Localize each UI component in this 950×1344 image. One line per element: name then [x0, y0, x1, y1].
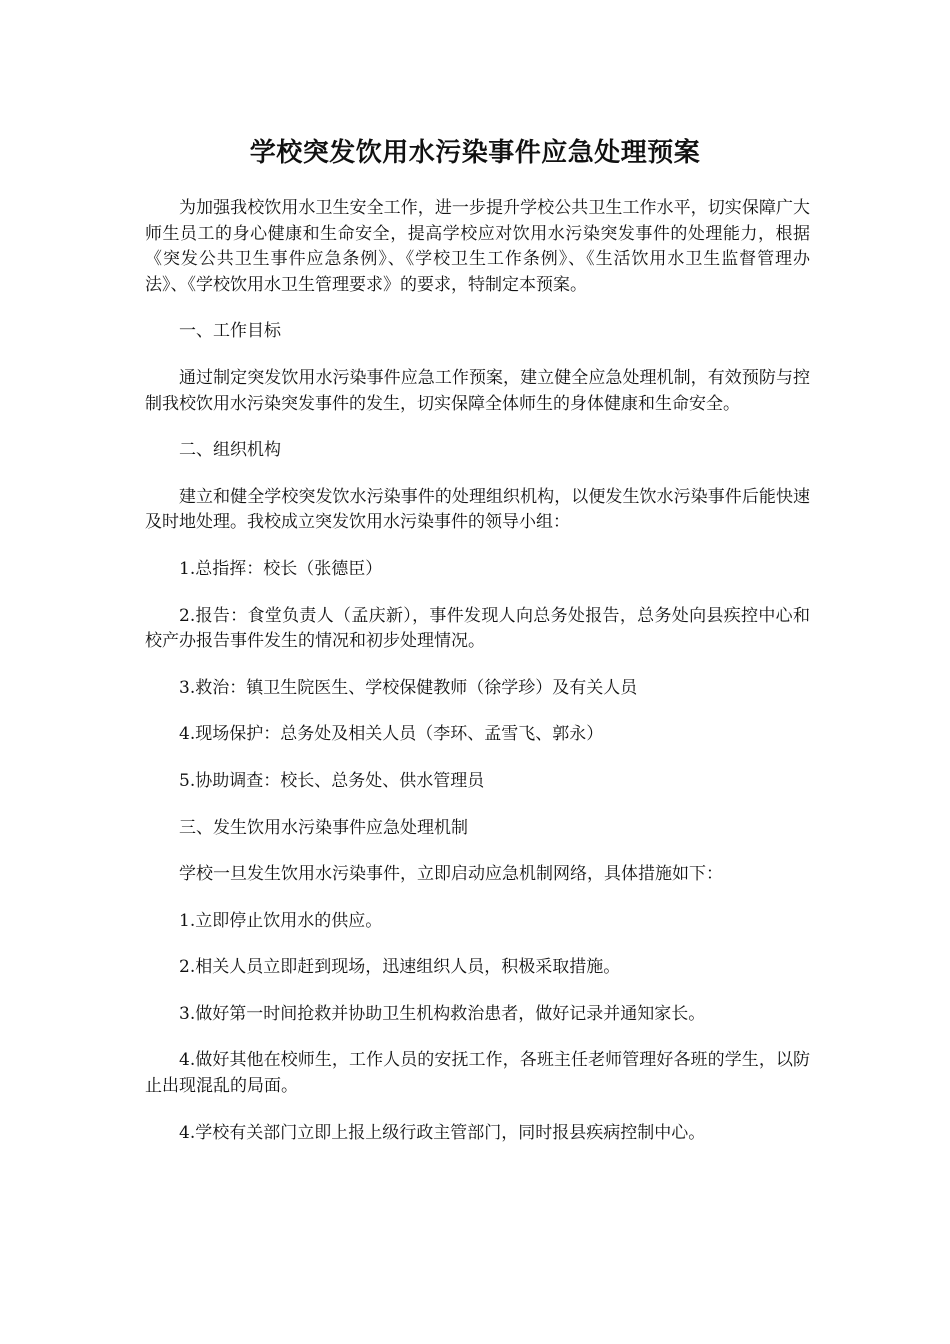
section-heading-goals: 一、工作目标	[179, 321, 281, 342]
list-item-treatment: 3.救治：镇卫生院医生、学校保健教师（徐学珍）及有关人员	[179, 677, 638, 698]
document-title: 学校突发饮用水污染事件应急处理预案	[249, 138, 701, 168]
list-item-rescue: 3.做好第一时间抢救并协助卫生机构救治患者，做好记录并通知家长。	[179, 1003, 706, 1024]
list-item-rush-to-site: 2.相关人员立即赶到现场，迅速组织人员，积极采取措施。	[179, 957, 621, 978]
paragraph-organization: 建立和健全学校突发饮水污染事件的处理组织机构，以便发生饮水污染事件后能快速及时地处理。我校成立突发饮用水污染事件的领导小组：	[145, 486, 810, 533]
paragraph-mechanism: 学校一旦发生饮用水污染事件，立即启动应急机制网络，具体措施如下：	[179, 864, 723, 885]
list-item-investigation: 5.协助调查：校长、总务处、供水管理员	[179, 770, 485, 791]
paragraph-goals: 通过制定突发饮用水污染事件应急工作预案，建立健全应急处理机制，有效预防与控制我校饮用水污染突发事件的发生，切实保障全体师生的身体健康和生命安全。	[145, 367, 810, 414]
section-heading-mechanism: 三、发生饮用水污染事件应急处理机制	[179, 817, 468, 838]
list-item-reassure: 4.做好其他在校师生，工作人员的安抚工作，各班主任老师管理好各班的学生，以防止出现混乱的局面。	[145, 1050, 810, 1097]
list-item-site-protection: 4.现场保护：总务处及相关人员（李环、孟雪飞、郭永）	[179, 724, 604, 745]
list-item-report: 2.报告：食堂负责人（孟庆新），事件发现人向总务处报告，总务处向县疾控中心和校产办报告事件发生的情况和初步处理情况。	[145, 605, 810, 652]
list-item-report-upward: 4.学校有关部门立即上报上级行政主管部门，同时报县疾病控制中心。	[179, 1122, 706, 1143]
list-item-stop-supply: 1.立即停止饮用水的供应。	[179, 910, 383, 931]
paragraph-intro: 为加强我校饮用水卫生安全工作，进一步提升学校公共卫生工作水平，切实保障广大师生员工的身心健康和生命安全，提高学校应对饮用水污染突发事件的处理能力，根据《突发公共卫生事件应急条例》、《学校卫生工作条例》、《生活饮用水卫生监督管理办法》、《学校饮用水卫生管理要求》的要求，特制定本预案。	[145, 198, 810, 295]
section-heading-organization: 二、组织机构	[179, 440, 281, 461]
list-item-commander: 1.总指挥：校长（张德臣）	[179, 558, 383, 579]
document-body	[145, 196, 810, 1167]
